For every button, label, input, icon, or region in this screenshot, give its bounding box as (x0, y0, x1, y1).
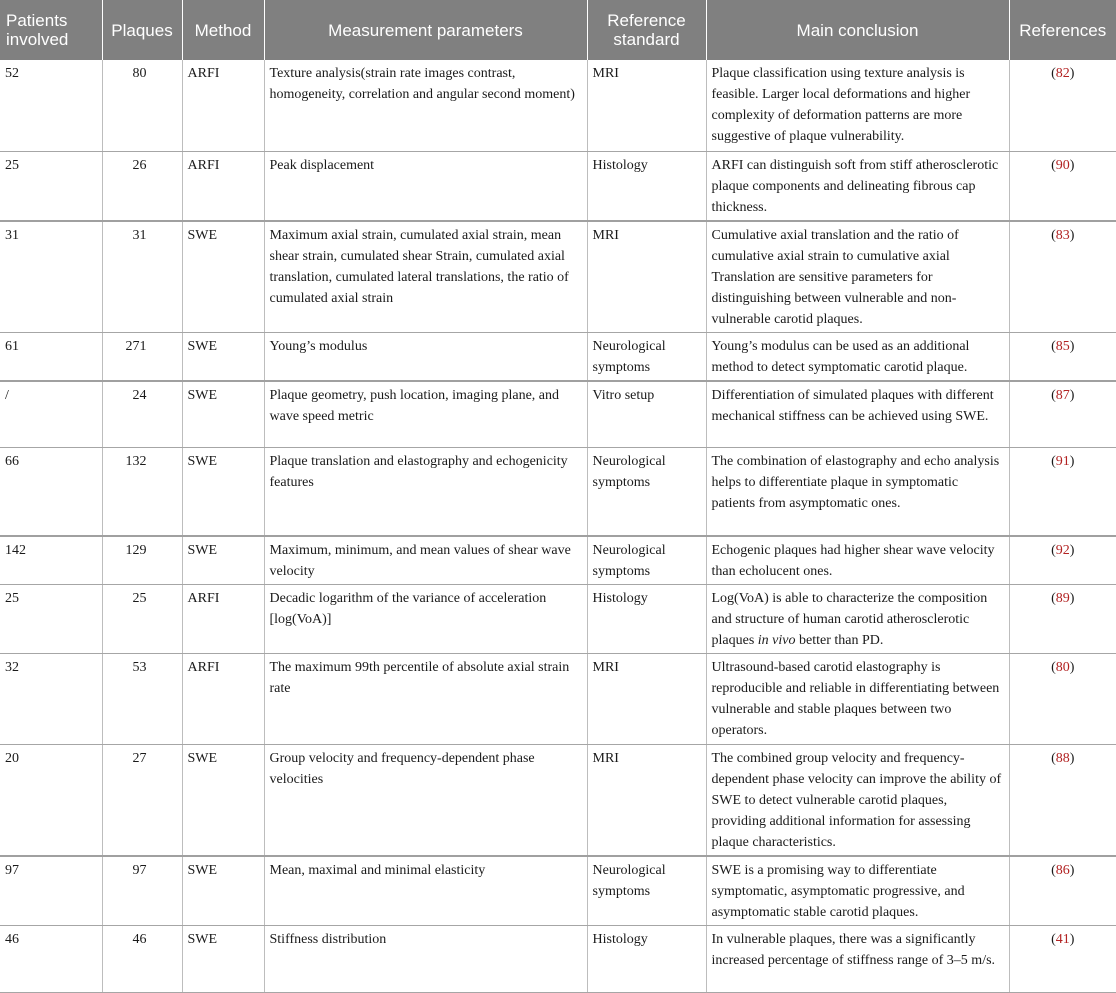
table-row (0, 60, 1116, 151)
cell-reference: (80) (1009, 653, 1116, 744)
reference-link[interactable]: 87 (1055, 387, 1070, 403)
reference-link[interactable]: 88 (1055, 750, 1070, 766)
cell-reference-standard: MRI (587, 653, 706, 744)
cell-patients: 66 (0, 448, 102, 536)
cell-plaques: 132 (102, 448, 182, 536)
header-conclusion: Main conclusion (706, 0, 1009, 60)
reference-link[interactable]: 86 (1055, 863, 1070, 878)
cell-reference-standard: MRI (587, 744, 706, 856)
cell-reference: (83) (1009, 221, 1116, 333)
cell-plaques: 46 (102, 926, 182, 993)
reference-link[interactable]: 41 (1055, 932, 1070, 947)
cell-conclusion: Echogenic plaques had higher shear wave velocity than echolucent ones. (706, 536, 1009, 585)
cell-plaques: 25 (102, 584, 182, 653)
table-row (0, 221, 1116, 333)
cell-reference: (41) (1009, 926, 1116, 993)
cell-reference: (88) (1009, 744, 1116, 856)
cell-conclusion: Young’s modulus can be used as an additional method to detect symptomatic carotid plaque. (706, 332, 1009, 381)
cell-reference-standard: Neurological symptoms (587, 332, 706, 381)
header-patients: Patients involved (0, 0, 102, 60)
cell-method: ARFI (182, 653, 264, 744)
cell-parameters: Plaque translation and elastography and echogenicity features (264, 448, 587, 536)
cell-reference: (86) (1009, 856, 1116, 926)
cell-method: SWE (182, 332, 264, 381)
table-row (0, 856, 1116, 926)
cell-patients: 52 (0, 60, 102, 151)
cell-reference: (90) (1009, 151, 1116, 221)
cell-patients: 142 (0, 536, 102, 585)
cell-plaques: 53 (102, 653, 182, 744)
reference-link[interactable]: 91 (1055, 454, 1070, 469)
reference-link[interactable]: 89 (1055, 590, 1070, 606)
table-row (0, 536, 1116, 585)
reference-link[interactable]: 85 (1055, 338, 1070, 354)
cell-method: SWE (182, 448, 264, 536)
header-method: Method (182, 0, 264, 60)
cell-method: ARFI (182, 60, 264, 151)
cell-plaques: 27 (102, 744, 182, 856)
table-row (0, 653, 1116, 744)
cell-reference-standard: Histology (587, 584, 706, 653)
reference-link[interactable]: 83 (1055, 227, 1070, 243)
reference-link[interactable]: 80 (1055, 659, 1070, 675)
cell-reference-standard: Neurological symptoms (587, 536, 706, 585)
cell-reference-standard: MRI (587, 60, 706, 151)
cell-conclusion (706, 584, 1009, 653)
cell-conclusion: The combined group velocity and frequency-dependent phase velocity can improve the ability of SWE to detect vulnerable carotid plaques, providing additional information for assessing plaque characteristics. (706, 744, 1009, 856)
conclusion-text-end: better than PD. (795, 632, 884, 648)
cell-parameters: Peak displacement (264, 151, 587, 221)
header-row (0, 0, 1116, 60)
cell-reference-standard: Histology (587, 926, 706, 993)
conclusion-italic: in vivo (757, 632, 796, 648)
cell-parameters: Mean, maximal and minimal elasticity (264, 856, 587, 926)
cell-parameters: Texture analysis(strain rate images contrast, homogeneity, correlation and angular second moment) (264, 60, 587, 151)
cell-reference: (82) (1009, 60, 1116, 151)
cell-method: SWE (182, 744, 264, 856)
cell-patients: 25 (0, 151, 102, 221)
cell-patients: / (0, 381, 102, 448)
cell-conclusion: ARFI can distinguish soft from stiff atherosclerotic plaque components and delineating fibrous cap thickness. (706, 151, 1009, 221)
table-row (0, 151, 1116, 221)
cell-parameters: Maximum, minimum, and mean values of shear wave velocity (264, 536, 587, 585)
cell-parameters: Young’s modulus (264, 332, 587, 381)
cell-conclusion: SWE is a promising way to differentiate symptomatic, asymptomatic progressive, and asymptomatic stable carotid plaques. (706, 856, 1009, 926)
cell-reference-standard: Neurological symptoms (587, 856, 706, 926)
cell-plaques: 271 (102, 332, 182, 381)
cell-plaques: 129 (102, 536, 182, 585)
cell-method: ARFI (182, 151, 264, 221)
cell-method: ARFI (182, 584, 264, 653)
cell-parameters: The maximum 99th percentile of absolute axial strain rate (264, 653, 587, 744)
header-references: References (1009, 0, 1116, 60)
cell-reference-standard: MRI (587, 221, 706, 333)
cell-reference: (87) (1009, 381, 1116, 448)
cell-patients: 20 (0, 744, 102, 856)
cell-parameters: Stiffness distribution (264, 926, 587, 993)
cell-patients: 97 (0, 856, 102, 926)
table-row (0, 744, 1116, 856)
table-row (0, 332, 1116, 381)
cell-conclusion: The combination of elastography and echo analysis helps to differentiate plaque in symptomatic patients from asymptomatic ones. (706, 448, 1009, 536)
cell-parameters: Decadic logarithm of the variance of acceleration [log(VoA)] (264, 584, 587, 653)
header-parameters: Measurement parameters (264, 0, 587, 60)
header-reference-standard: Reference standard (587, 0, 706, 60)
cell-patients: 32 (0, 653, 102, 744)
reference-link[interactable]: 82 (1055, 66, 1070, 81)
cell-parameters: Group velocity and frequency-dependent phase velocities (264, 744, 587, 856)
cell-parameters: Maximum axial strain, cumulated axial strain, mean shear strain, cumulated shear Strain, cumulated axial translation, cumulated lateral translations, the ratio of cumulated axial strain (264, 221, 587, 333)
table-row (0, 926, 1116, 993)
cell-plaques: 80 (102, 60, 182, 151)
header-plaques: Plaques (102, 0, 182, 60)
cell-reference-standard: Neurological symptoms (587, 448, 706, 536)
cell-method: SWE (182, 536, 264, 585)
reference-link[interactable]: 90 (1055, 157, 1070, 173)
conclusion-text: Log(VoA) is able to characterize the composition and structure of human carotid atherosclerotic plaques (711, 590, 988, 648)
cell-method: SWE (182, 856, 264, 926)
cell-plaques: 24 (102, 381, 182, 448)
cell-reference-standard: Vitro setup (587, 381, 706, 448)
cell-conclusion: In vulnerable plaques, there was a significantly increased percentage of stiffness range of 3–5 m/s. (706, 926, 1009, 993)
cell-method: SWE (182, 221, 264, 333)
cell-plaques: 26 (102, 151, 182, 221)
table-row (0, 381, 1116, 448)
cell-reference-standard: Histology (587, 151, 706, 221)
reference-link[interactable]: 92 (1055, 542, 1070, 558)
cell-patients: 25 (0, 584, 102, 653)
cell-reference: (91) (1009, 448, 1116, 536)
cell-reference: (85) (1009, 332, 1116, 381)
cell-parameters: Plaque geometry, push location, imaging plane, and wave speed metric (264, 381, 587, 448)
cell-conclusion: Differentiation of simulated plaques with different mechanical stiffness can be achieved using SWE. (706, 381, 1009, 448)
cell-conclusion: Plaque classification using texture analysis is feasible. Larger local deformations and higher complexity of deformation patterns are more suggestive of plaque vulnerability. (706, 60, 1009, 151)
cell-plaques: 31 (102, 221, 182, 333)
cell-patients: 46 (0, 926, 102, 993)
table-row (0, 448, 1116, 536)
cell-plaques: 97 (102, 856, 182, 926)
table-row (0, 584, 1116, 653)
cell-reference: (89) (1009, 584, 1116, 653)
cell-method: SWE (182, 926, 264, 993)
cell-conclusion: Ultrasound-based carotid elastography is reproducible and reliable in differentiating between vulnerable and stable plaques between two operators. (706, 653, 1009, 744)
cell-patients: 31 (0, 221, 102, 333)
cell-conclusion: Cumulative axial translation and the ratio of cumulative axial strain to cumulative axial Translation are sensitive parameters for distinguishing between vulnerable and non-vulnerable carotid plaques. (706, 221, 1009, 333)
cell-patients: 61 (0, 332, 102, 381)
cell-reference: (92) (1009, 536, 1116, 585)
cell-method: SWE (182, 381, 264, 448)
